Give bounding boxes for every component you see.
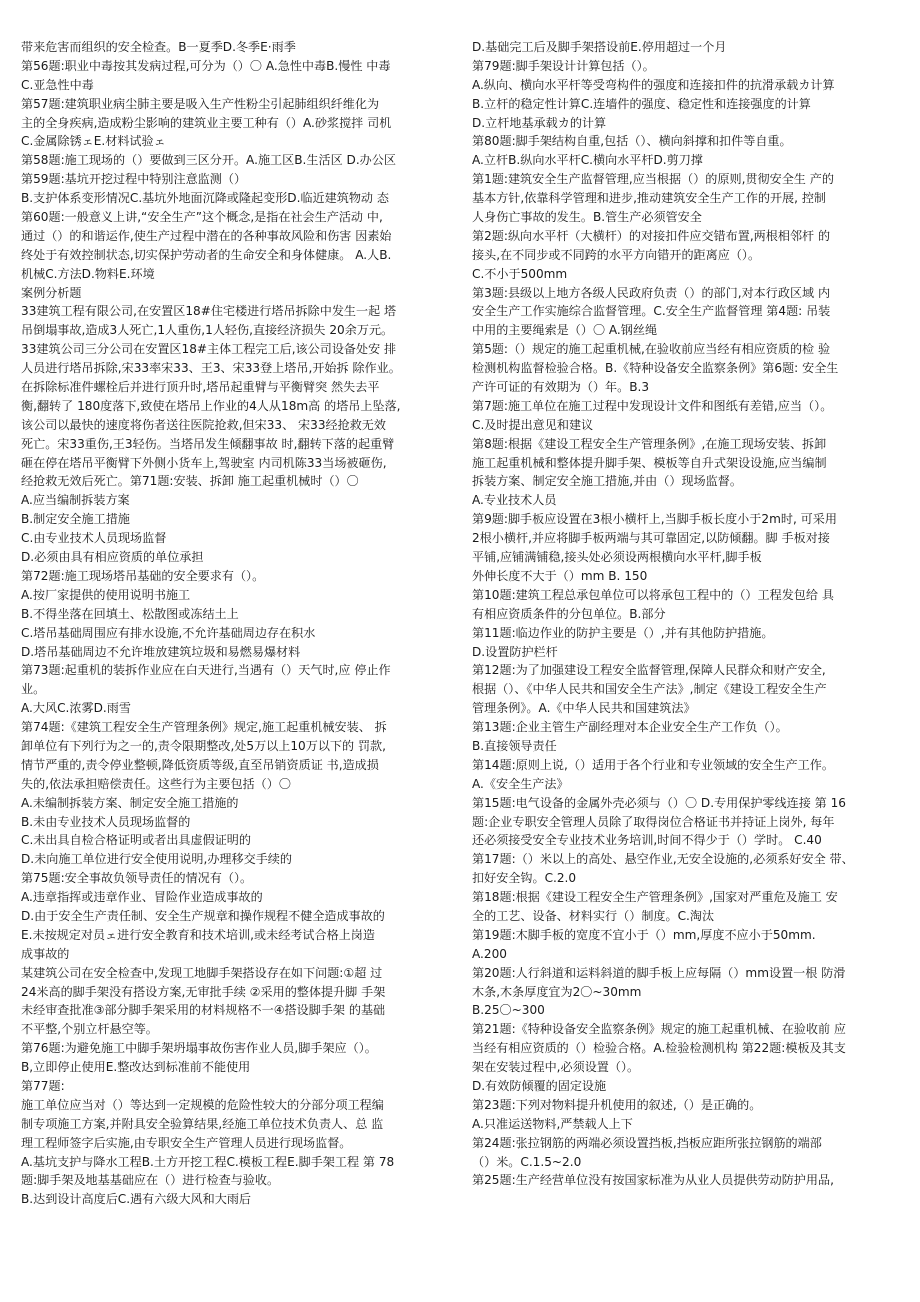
left-column-line: 施工单位应当对（）等达到一定规模的危险性较大的分部分项工程编: [21, 1097, 384, 1112]
left-column-line: 成事故的: [21, 946, 70, 961]
left-column-line: A.基坑支护与降水工程B.土方开挖工程C.模板工程E.脚手架工程 第 78: [21, 1154, 395, 1169]
left-column-line: 制专项施工方案,并附具安全验算结果,经施工单位技术负责人、总 监: [21, 1116, 384, 1131]
right-column-line: 人身伤亡事故的发生。B.管生产必须管安全: [472, 210, 702, 225]
left-column-line: C.亚急性中毒: [21, 77, 94, 92]
right-column-line: 根据（）、《中华人民共和国安全生产法》,制定《建设工程安全生产: [472, 682, 827, 697]
left-column-line: A.按厂家提供的使用说明书施工: [21, 587, 191, 602]
right-column-line: D.基础完工后及脚手架搭设前E.停用超过一个月: [472, 40, 727, 54]
right-column-line: 第20题:人行斜道和运料斜道的脚手板上应每隔（）mm设置一根 防滑: [472, 965, 846, 980]
right-column-line: 第12题:为了加强建设工程安全监督管理,保障人民群众和财产安全,: [472, 663, 826, 678]
right-column-line: 第13题:企业主管生产副经理对本企业安全生产工作负（）。: [472, 720, 788, 735]
right-column-line: D.设置防护栏杆: [472, 644, 558, 659]
right-column-line: 第79题:脚手架设计计算包括（）。: [472, 58, 655, 73]
right-column-line: A.200: [472, 946, 507, 961]
right-column-line: 第8题:根据《建设工程安全生产管理条例》,在施工现场安装、拆卸: [472, 436, 827, 451]
left-column-line: C.塔吊基础周围应有排水设施,不允许基础周边存在积水: [21, 625, 316, 640]
left-column-line: 某建筑公司在安全检查中,发现工地脚手架搭设存在如下问题:①超 过: [21, 965, 383, 980]
right-column-line: 木条,木条厚度宜为2〇~30mm: [472, 984, 642, 999]
right-column-line: A.立杆B.纵向水平杆C.横向水平杆D.剪刀撑: [472, 153, 703, 168]
right-column-line: 施工起重机械和整体提升脚手架、模板等自升式架设设施,应当编制: [472, 455, 827, 470]
right-column-line: B.25〇~300: [472, 1003, 545, 1018]
left-column-line: B.达到设计高度后C.遇有六级大风和大雨后: [21, 1192, 252, 1207]
left-column-line: 第60题:一般意义上讲,“安全生产”这个概念,是指在社会生产活动 中,: [21, 210, 383, 225]
left-column-line: 第77题:: [21, 1078, 65, 1093]
right-column-line: 第5题:（）规定的施工起重机械,在验收前应当经有相应资质的检 验: [472, 342, 831, 357]
right-column-line: 全的工艺、设备、材料实行（）制度。C.淘汰: [472, 908, 715, 923]
left-column-line: 第72题:施工现场塔吊基础的安全要求有（）。: [21, 568, 265, 583]
right-column-line: B.立杆的稳定性计算C.连墙件的强度、稳定性和连接强度的计算: [472, 96, 811, 111]
right-column-line: 当经有相应资质的（）检验合格。A.检验检测机构 第22题:模板及其支: [472, 1041, 846, 1056]
left-column-line: C.未出具自检合格证明或者出具虚假证明的: [21, 833, 251, 848]
right-column-line: 安全生产工作实施综合监督管理。C.安全生产监督管理 第4题: 吊装: [472, 304, 831, 319]
right-column-line: 第10题:建筑工程总承包单位可以将承包工程中的（）工程发包给 具: [472, 587, 834, 602]
left-column-line: 第75题:安全事故负领导责任的情况有（）。: [21, 871, 253, 886]
right-column-line: A.只准运送物料,严禁载人上下: [472, 1116, 633, 1131]
left-column-line: 经抢救无效后死亡。第71题:安装、拆卸 施工起重机械时（）〇: [21, 474, 359, 489]
right-column-line: 题:企业专职安全管理人员除了取得岗位合格证书并持证上岗外, 每年: [472, 814, 835, 829]
left-column-line: 第73题:起重机的装拆作业应在白天进行,当遇有（）天气时,应 停止作: [21, 663, 391, 678]
left-column-line: 人员进行塔吊拆除,宋33率宋33、王3、宋33登上塔吊,开始拆 除作业。: [21, 361, 401, 376]
left-column-line: A.应当编制拆装方案: [21, 493, 130, 508]
left-column-line: 第58题:施工现场的（）要做到三区分开。A.施工区B.生活区 D.办公区: [21, 153, 396, 168]
left-column-line: 未经审查批准③部分脚手架采用的材料规格不一④搭设脚手架 的基础: [21, 1003, 386, 1018]
left-column-line: B,立即停止使用E.整改达到标准前不能使用: [21, 1060, 251, 1075]
left-column-line: 第56题:职业中毒按其发病过程,可分为（）〇 A.急性中毒B.慢性 中毒: [21, 58, 391, 73]
left-column-line: 死亡。宋33重伤,王3轻伤。当塔吊发生倾翻事故 时,翻转下落的起重臂: [21, 436, 395, 451]
right-column-line: 第24题:张拉钢筋的两端必须设置挡板,挡板应距所张拉钢筋的端部: [472, 1135, 822, 1150]
left-column-line: B.不得坐落在回填土、松散图或冻结土上: [21, 606, 239, 621]
right-column-line: 扣好安全钩。C.2.0: [472, 871, 577, 886]
right-column-line: （）米。C.1.5~2.0: [472, 1154, 582, 1169]
left-column-line: 不平整,个别立杆悬空等。: [21, 1022, 158, 1037]
left-column-line: A.未编制拆装方案、制定安全施工措施的: [21, 795, 239, 810]
left-column-line: 吊倒塌事故,造成3人死亡,1人重伤,1人轻伤,直接经济损失 20余万元。: [21, 323, 394, 338]
right-column-line: 管理条例》。A.《中华人民共和国建筑法》: [472, 701, 696, 716]
left-column-line: 通过（）的和谐运作,使生产过程中潜在的各种事故风险和伤害 因素始: [21, 228, 392, 243]
left-column-line: 33建筑公司三分公司在安置区18#主体工程完工后,该公司设备处安 排: [21, 342, 397, 357]
left-column-line: B.制定安全施工措施: [21, 512, 130, 527]
left-column-line: 砸在停在塔吊平衡臂下外侧小货车上,驾驶室 内司机陈33当场被砸伤,: [21, 455, 387, 470]
right-column-line: 第18题:根据《建设工程安全生产管理条例》,国家对严重危及施工 安: [472, 890, 838, 905]
right-column-line: 有相应资质条件的分包单位。B.部分: [472, 606, 666, 621]
right-column-line: C.及时提出意见和建议: [472, 417, 594, 432]
left-column-line: 题:脚手架及地基基础应在（）进行检查与验收。: [21, 1173, 280, 1188]
left-column-line: D.塔吊基础周边不允许堆放建筑垃圾和易燃易爆材料: [21, 644, 301, 659]
left-column-line: 终处于有效控制状态,切实保护劳动者的生命安全和身体健康。 A.人B.: [21, 247, 392, 262]
left-column-line: 第74题:《建筑工程安全生产管理条例》规定,施工起重机械安装、 拆: [21, 720, 387, 735]
right-column-line: 检测机构监督检验合格。B.《特种设备安全监察条例》第6题: 安全生: [472, 361, 839, 376]
right-column-line: D.有效防倾覆的固定设施: [472, 1078, 607, 1093]
left-column-line: 第59题:基坑开挖过程中特别注意监测（）: [21, 172, 247, 187]
right-text-column: [472, 38, 902, 1190]
right-column-line: 第2题:纵向水平杆（大横杆）的对接扣件应交错布置,两根相邻杆 的: [472, 228, 831, 243]
left-column-line: 第57题:建筑职业病尘肺主要是吸入生产性粉尘引起肺组织纤维化为: [21, 96, 380, 111]
left-column-line: 案例分析题: [21, 285, 82, 300]
right-column-line: 平铺,应铺满铺稳,接头处必须设两根横向水平杆,脚手板: [472, 550, 762, 565]
right-column-line: 基本方针,依靠科学管理和进步,推动建筑安全生产工作的开展, 控制: [472, 191, 827, 206]
left-text-column: [21, 38, 451, 1209]
left-column-line: 带来危害而组织的安全检查。B一夏季D.冬季E·雨季: [21, 40, 296, 54]
left-column-line: 机械C.方法D.物料E.环境: [21, 266, 155, 281]
left-column-line: D.未向施工单位进行安全使用说明,办理移交手续的: [21, 852, 292, 867]
left-column-line: A.违章指挥或违章作业、冒险作业造成事故的: [21, 890, 263, 905]
right-column-line: 2根小横杆,并应将脚手板两端与其可靠固定,以防倾翻。脚 手板对接: [472, 531, 830, 546]
left-column-line: 理工程师签字后实施,由专职安全生产管理人员进行现场监督。: [21, 1135, 352, 1150]
left-column-line: 该公司以最快的速度将伤者送往医院抢救,但宋33、 宋33经抢救无效: [21, 417, 386, 432]
left-column-line: 卸单位有下列行为之一的,责令限期整改,处5万以上10万以下的 罚款,: [21, 738, 386, 753]
left-column-line: 主的全身疾病,造成粉尘影响的建筑业主要工种有（）A.砂浆搅拌 司机: [21, 115, 392, 130]
left-column-line: 衡,翻转了 180度落下,致使在塔吊上作业的4人从18m高 的塔吊上坠落,: [21, 398, 401, 413]
right-column-line: A.纵向、横向水平杆等受弯构件的强度和连接扣件的抗滑承载カ计算: [472, 77, 835, 92]
right-column-line: 外伸长度不大于（）mm B. 150: [472, 568, 648, 583]
right-column-line: 第11题:临边作业的防护主要是（）,并有其他防护措施。: [472, 625, 774, 640]
right-column-line: 第25题:生产经营单位没有按国家标准为从业人员提供劳动防护用品,: [472, 1173, 834, 1188]
right-column-line: 第9题:脚手板应设置在3根小横杆上,当脚手板长度小于2m时, 可采用: [472, 512, 837, 527]
left-column-line: E.未按规定对员ェ进行安全教育和技术培训,或未经考试合格上岗造: [21, 927, 375, 942]
right-column-line: 中用的主要绳索是（）〇 A.钢丝绳: [472, 323, 658, 338]
right-column-line: A.《安全生产法》: [472, 776, 569, 791]
right-column-line: 第23题:下列对物料提升机使用的叙述,（）是正确的。: [472, 1097, 762, 1112]
left-column-line: C.由专业技术人员现场监督: [21, 531, 167, 546]
right-column-line: 第1题:建筑安全生产监督管理,应当根据（）的原则,贯彻安全生 产的: [472, 172, 834, 187]
left-column-line: A.大风C.浓雾D.雨雪: [21, 701, 131, 716]
right-column-line: 第17题:（）米以上的高处、悬空作业,无安全设施的,必须系好安全 带、: [472, 852, 854, 867]
left-column-line: 业。: [21, 682, 46, 697]
right-column-line: 第80题:脚手架结构自重,包括（）、横向斜撑和扣件等自重。: [472, 134, 792, 149]
left-column-line: 情节严重的,责令停业整顿,降低资质等级,直至吊销资质证 书,造成损: [21, 757, 379, 772]
left-column-line: B.未由专业技术人员现场监督的: [21, 814, 191, 829]
right-column-line: 还必须接受安全专业技术业务培训,时间不得少于（）学时。 C.40: [472, 833, 822, 848]
right-column-line: 第19题:木脚手板的宽度不宜小于（）mm,厚度不应小于50mm.: [472, 927, 816, 942]
left-column-line: D.由于安全生产责任制、安全生产规章和操作规程不健全造成事故的: [21, 908, 385, 923]
left-column-line: 失的,依法承担赔偿责任。这些行为主要包括（）〇: [21, 776, 291, 791]
right-column-line: 拆装方案、制定安全施工措施,并由（）现场监督。: [472, 474, 742, 489]
left-column-line: 第76题:为避免施工中脚手架坍塌事故伤害作业人员,脚手架应（）。: [21, 1041, 377, 1056]
right-column-line: 产许可证的有效期为（）年。B.3: [472, 380, 650, 395]
left-column-line: D.必须由具有相应资质的单位承担: [21, 550, 204, 565]
right-column-line: D.立杆地基承载カ的计算: [472, 115, 607, 130]
right-column-line: A.专业技术人员: [472, 493, 557, 508]
right-column-line: 第3题:县级以上地方各级人民政府负责（）的部门,对本行政区域 内: [472, 285, 831, 300]
right-column-line: 第14题:原则上说,（）适用于各个行业和专业领域的安全生产工作。: [472, 757, 834, 772]
right-column-line: 接头,在不同步或不同跨的水平方向错开的距离应（）。: [472, 247, 761, 262]
right-column-line: 第21题:《特种设备安全监察条例》规定的施工起重机械、在验收前 应: [472, 1022, 847, 1037]
right-column-line: 第15题:电气设备的金属外壳必须与（）〇 D.专用保护零线连接 第 16: [472, 795, 846, 810]
right-column-line: 第7题:施工单位在施工过程中发现设计文件和图纸有差错,应当（）。: [472, 398, 833, 413]
right-column-line: B.直接领导责任: [472, 738, 557, 753]
right-column-line: C.不小于500mm: [472, 266, 568, 281]
left-column-line: C.金属除锈ェE.材料试验ェ: [21, 134, 166, 149]
left-column-line: 在拆除标准件螺栓后并进行顶升时,塔吊起重臂与平衡臂突 然失去平: [21, 380, 380, 395]
left-column-line: B.支护体系变形情况C.基坑外地面沉降或隆起变形D.临近建筑物动 态: [21, 191, 389, 206]
right-column-line: 架在安装过程中,必须设置（）。: [472, 1060, 640, 1075]
left-column-line: 33建筑工程有限公司,在安置区18#住宅楼进行塔吊拆除中发生一起 塔: [21, 304, 397, 319]
left-column-line: 24米高的脚手架没有搭设方案,无审批手续 ②采用的整体提升脚 手架: [21, 984, 386, 999]
